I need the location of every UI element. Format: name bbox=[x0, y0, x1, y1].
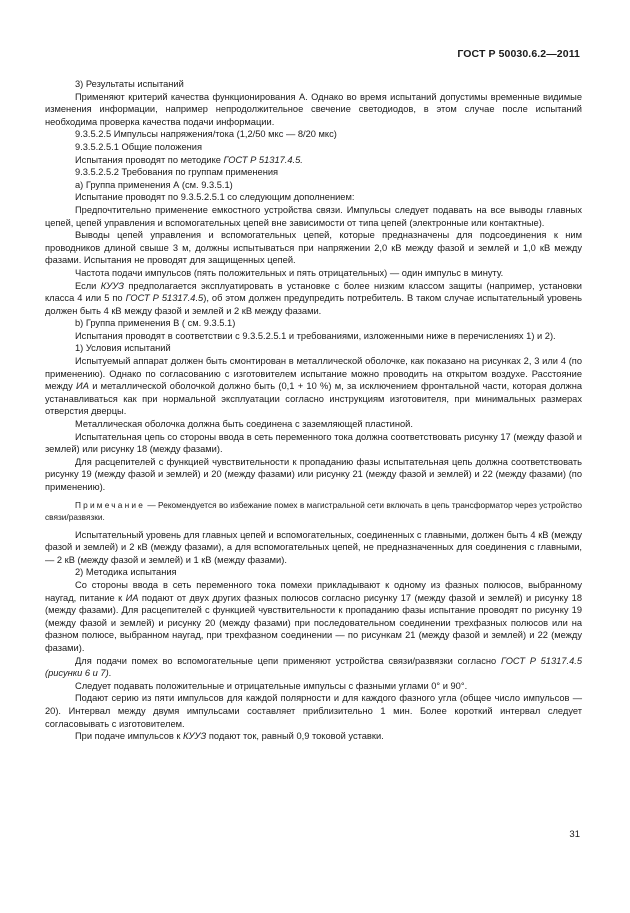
paragraph: Испытательный уровень для главных цепей и вспомогательных, соединенных с главными, должен быть 4 кВ (между фазой и землей) и 2 кВ (между фазами), а для вспомогательных цепей, не предназначенных для соединения с главными, — 2 кВ (между фазой и землей) и 1 кВ (между фазами). bbox=[45, 529, 582, 565]
paragraph: Применяют критерий качества функционирования А. Однако во время испытаний допустимы временные видимые изменения информации, например непродолжительное свечение светодиодов, в этом случае после испытаний необходима проверка качества подачи информации. bbox=[45, 91, 582, 127]
note-label: Примечание bbox=[75, 499, 146, 510]
paragraph: 3) Результаты испытаний bbox=[75, 79, 184, 89]
standard-reference: ГОСТ Р 51317.4.5 bbox=[125, 293, 204, 304]
paragraph: Выводы цепей управления и вспомогательных цепей, которые предназначены для подсоединения к ним проводников длиной свыше 3 м, должны испытываться при напряжении 2,0 кВ между фазой и землей и 1,0 кВ между фазами. Испытания не проводят для защищенных цепей. bbox=[45, 230, 582, 266]
section-heading: 9.3.5.2.5.2 Требования по группам применения bbox=[75, 167, 279, 178]
paragraph: Испытания проводят по методике ГОСТ Р 51317.4.5. bbox=[75, 154, 303, 165]
paragraph: Для расцепителей с функцией чувствительности к пропаданию фазы испытательная цепь должна соответствовать рисунку 19 (между фазой и землей) и 20 (между фазами) или рисунку 21 (между фазой и землей) и 22 (между фазами) (по применению). bbox=[45, 456, 582, 492]
paragraph: Подают серию из пяти импульсов для каждой полярности и для каждого фазного угла (общее число импульсов — 20). Интервал между двумя импульсами составляет приблизительно 1 мин. Более короткий интервал следует согласовывать с изготовителем. bbox=[45, 693, 582, 729]
paragraph: Со стороны ввода в сеть переменного тока помехи прикладывают к одному из фазных полюсов, выбранному наугад, питание к ИА подают от двух других фазных полюсов согласно рисунку 17 (между фазой и землей) и рисунку 18 (между фазами). Для расцепителей с функцией чувствительности к пропаданию фазы испытание проводят по рисунку 19 (между фазой и землей) и рисунку 20 (между фазами) при последовательном соединении трехфазных полюсов или на фазном полюсе, выбранном наугад, при трехфазном соединении — по рисункам 21 (между фазой и землей) и 22 (между фазами). bbox=[45, 579, 582, 653]
document-code: ГОСТ Р 50030.6.2—2011 bbox=[457, 48, 580, 60]
paragraph: Следует подавать положительные и отрицательные импульсы с фазными углами 0° и 90°. bbox=[75, 680, 468, 691]
paragraph: 2) Методика испытания bbox=[75, 567, 177, 578]
standard-reference: ГОСТ Р 51317.4.5 (рисунки 6 и 7) bbox=[45, 655, 582, 679]
paragraph: Металлическая оболочка должна быть соединена с заземляющей пластиной. bbox=[75, 419, 413, 430]
paragraph: Испытательная цепь со стороны ввода в сеть переменного тока должна соответствовать рисунку 17 (между фазой и землей) или рисунку 18 (между фазами). bbox=[45, 431, 582, 455]
paragraph: Испытания проводят в соответствии с 9.3.5.2.5.1 и требованиями, изложенными ниже в перечислениях 1) и 2). bbox=[75, 330, 556, 341]
paragraph: а) Группа применения А (см. 9.3.5.1) bbox=[75, 179, 233, 190]
section-heading: 9.3.5.2.5 Импульсы напряжения/тока (1,2/50 мкс — 8/20 мкс) bbox=[75, 129, 337, 140]
section-heading: 9.3.5.2.5.1 Общие положения bbox=[75, 141, 203, 152]
note: Примечание — Рекомендуется во избежание помех в магистральной сети включать в цепь трансформатор через устройство связи/развязки. bbox=[45, 499, 582, 522]
paragraph: Если КУУЗ предполагается эксплуатировать в установке с более низким классом защиты (например, установки класса 4 или 5 по ГОСТ Р 51317.4.5), об этом должен предупредить потребитель. В таком случае испытательный уровень должен быть 4 кВ между фазой и землей и 2 кВ между фазами. bbox=[45, 280, 582, 316]
paragraph: Частота подачи импульсов (пять положительных и пять отрицательных) — один импульс в минуту. bbox=[75, 267, 504, 278]
paragraph: 1) Условия испытаний bbox=[75, 343, 171, 354]
paragraph: Испытание проводят по 9.3.5.2.5.1 со следующим дополнением: bbox=[75, 192, 355, 203]
paragraph: Предпочтительно применение емкостного устройства связи. Импульсы следует подавать на все выводы главных цепей, цепей управления и вспомогательных цепей вне зависимости от типа цепей (электронные или контактные). bbox=[45, 204, 582, 228]
paragraph: При подаче импульсов к КУУЗ подают ток, равный 0,9 токовой уставки. bbox=[75, 731, 384, 742]
document-body bbox=[45, 78, 582, 743]
paragraph: b) Группа применения В ( см. 9.3.5.1) bbox=[75, 318, 236, 329]
paragraph: Испытуемый аппарат должен быть смонтирован в металлической оболочке, как показано на рисунках 2, 3 или 4 (по применению). Однако по согласованию с изготовителем испытание можно проводить на открытом воздухе. Расстояние между ИА и металлической оболочкой должно быть (0,1 + 10 %) м, за исключением фронтальной части, которая должна устанавливаться как при нормальной эксплуатации согласно инструкциям изготовителя, при минимальных размерах отверстия дверцы. bbox=[45, 356, 582, 417]
paragraph: Для подачи помех во вспомогательные цепи применяют устройства связи/развязки согласно ГОСТ Р 51317.4.5 (рисунки 6 и 7). bbox=[45, 655, 582, 679]
standard-reference: ГОСТ Р 51317.4.5. bbox=[223, 154, 303, 165]
page-number: 31 bbox=[569, 829, 580, 840]
